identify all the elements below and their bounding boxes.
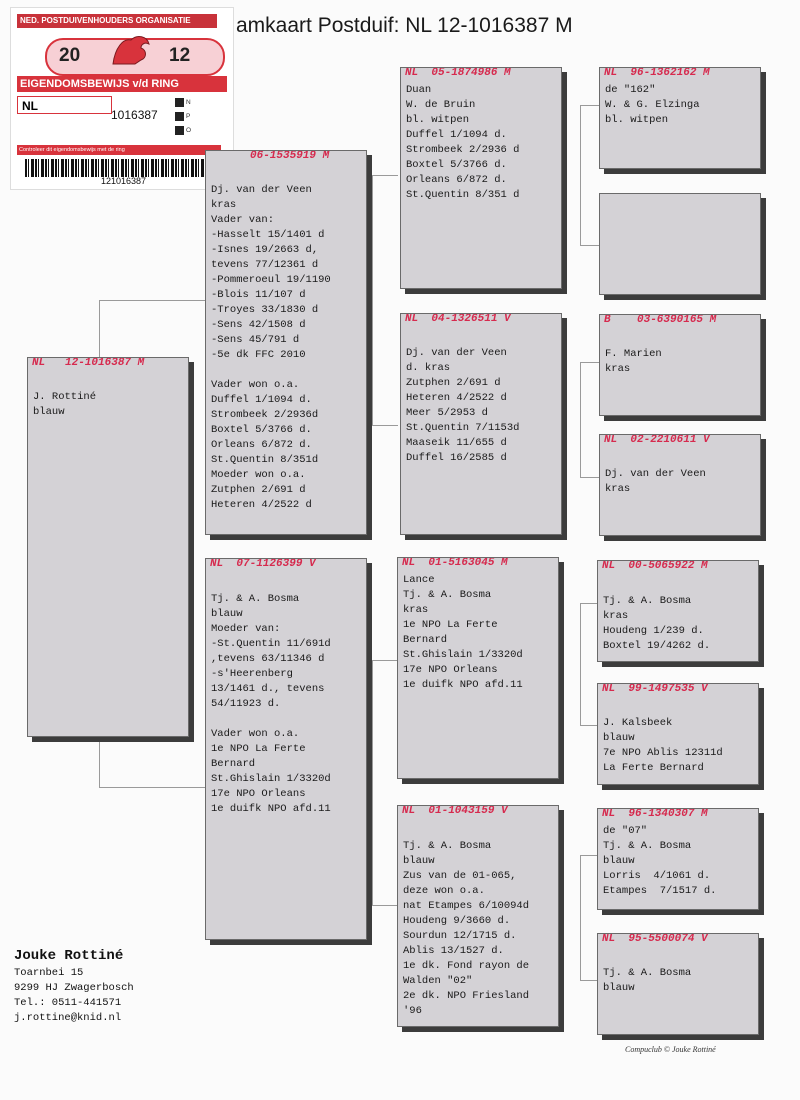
connector-line [580,105,599,106]
barcode [25,159,221,177]
connector-line [580,603,581,725]
pigeon-info: F. Marien kras [605,348,662,375]
connector-line [580,477,599,478]
footer-credit: Compuclub © Jouke Rottiné [625,1045,716,1054]
connector-line [580,362,581,477]
pigeon-box-mother-mother [397,805,559,1027]
card-band-label: EIGENDOMSBEWIJS v/d RING [17,76,227,92]
pigeon-box-subject [27,357,189,737]
card-option [175,126,191,136]
card-option-label: O [186,127,192,135]
ring-number: NL 96-1362162 M [604,67,710,79]
owner-street: Toarnbei 15 [14,967,84,979]
pigeon-info: Dj. van der Veen d. kras Zutphen 2/691 d Heteren 4/2522 d Meer 5/2953 d St.Quentin 7/1153d Maaseik 11/655 d Duffel 16/2585 d [406,347,520,464]
ring-number: NL 01-5163045 M [402,557,508,569]
connector-line [99,300,100,358]
owner-email[interactable]: j.rottine@knid.nl [14,1012,122,1024]
card-year-right: 12 [169,45,191,66]
card-org-label: NED. POSTDUIVENHOUDERS ORGANISATIE [17,14,217,28]
pigeon-box-father-father [400,67,562,289]
connector-line [580,245,599,246]
ring-number: NL 99-1497535 V [602,683,708,695]
pigeon-info: Tj. & A. Bosma blauw Moeder van: -St.Quentin 11/691d ,tevens 63/11346 d -s'Heerenberg 13/1461 d., tevens 54/11923 d. Vader won o.a. 1e NPO La Ferte Bernard St.Ghislain 1/3320d 17e NPO Orleans 1e duifk NPO afd.11 [211,593,331,815]
pigeon-box-mother [205,558,367,940]
ring-ownership-card [10,7,234,190]
ring-number: NL 02-2210611 V [604,434,710,446]
connector-line [372,425,398,426]
connector-line [580,362,599,363]
card-option [175,112,190,122]
ring-number: NL 07-1126399 V [210,558,316,570]
pigeon-info: Tj. & A. Bosma kras Houdeng 1/239 d. Boxtel 19/4262 d. [603,595,711,652]
owner-block [14,946,134,1026]
card-ring-number: 1016387 [111,108,158,122]
pigeon-info: Tj. & A. Bosma blauw [603,967,692,994]
owner-name: Jouke Rottiné [14,948,124,964]
pigeon-info: de "162" W. & G. Elzinga bl. witpen [605,84,700,126]
pigeon-info: Dj. van der Veen kras [605,468,706,495]
card-option-label: N [186,99,191,107]
ring-number: 06-1535919 M [250,150,330,162]
connector-line [580,855,581,980]
barcode-number: 121016387 [101,176,147,186]
owner-phone: Tel.: 0511-441571 [14,997,122,1009]
pigeon-box-mother-father [397,557,559,779]
pigeon-box-mmf [597,808,759,910]
pigeon-info: Lance Tj. & A. Bosma kras 1e NPO La Ferte Bernard St.Ghislain 1/3320d 17e NPO Orleans 1e duifk NPO afd.11 [403,574,523,691]
ring-number: NL 00-5065922 M [602,560,708,572]
ring-number: NL 04-1326511 V [405,313,511,325]
lion-emblem-icon [105,30,155,70]
card-footer-strip: Controleer dit eigendomsbewijs met de ring [17,145,221,155]
ring-number: NL 01-1043159 V [402,805,508,817]
ring-number: NL 96-1340307 M [602,808,708,820]
pigeon-box-father [205,150,367,535]
pigeon-info: Dj. van der Veen kras Vader van: -Hasselt 15/1401 d -Isnes 19/2663 d, tevens 77/12361 d -Pommeroeul 19/1190 -Blois 11/107 d -Troyes 33/1830 d -Sens 42/1508 d -Sens 45/791 d -5e dk FFC 2010 Vader won o.a. Duffel 1/1094 d. Strombeek 2/2936d Boxtel 5/3766 d. Orleans 6/872 d. St.Quentin 8/351d Moeder won o.a. Zutphen 2/691 d Heteren 4/2522 d [211,184,331,511]
pigeon-box-father-mother [400,313,562,535]
owner-city: 9299 HJ Zwagerbosch [14,982,134,994]
pigeon-info: J. Kalsbeek blauw 7e NPO Ablis 12311d La Ferte Bernard [603,717,723,774]
connector-line [372,660,398,661]
connector-line [99,787,205,788]
pigeon-box-mmm [597,933,759,1035]
pigeon-box-fmf [599,314,761,416]
pigeon-info: de "07" Tj. & A. Bosma blauw Lorris 4/1061 d. Etampes 7/1517 d. [603,825,717,897]
pigeon-box-fmm [599,434,761,536]
pigeon-box-ffm [599,193,761,295]
pigeon-info: Duan W. de Bruin bl. witpen Duffel 1/1094 d. Strombeek 2/2936 d Boxtel 5/3766 d. Orleans 6/872 d. St.Quentin 8/351 d [406,84,520,201]
connector-line [372,175,373,425]
card-year-left: 20 [59,45,81,66]
ring-number: NL 05-1874986 M [405,67,511,79]
card-option [175,98,191,108]
connector-line [580,105,581,245]
pigeon-info: Tj. & A. Bosma blauw Zus van de 01-065, deze won o.a. nat Etampes 6/10094d Houdeng 9/3660 d. Sourdun 12/1715 d. Ablis 13/1527 d. 1e dk. Fond rayon de Walden "02" 2e dk. NPO Friesland '96 [403,840,530,1017]
ring-number: NL 12-1016387 M [32,357,145,369]
connector-line [372,905,398,906]
connector-line [99,735,100,787]
pigeon-box-mff [597,560,759,662]
card-option-label: P [186,113,191,121]
pigeon-box-fff [599,67,761,169]
ring-number: NL 95-5500074 V [602,933,708,945]
connector-line [99,300,205,301]
connector-line [372,175,398,176]
page-title: amkaart Postduif: NL 12-1016387 M [236,14,573,37]
ring-number: B 03-6390165 M [604,314,717,326]
connector-line [372,660,373,905]
pigeon-info: J. Rottiné blauw [33,391,97,418]
pigeon-box-mfm [597,683,759,785]
card-country: NL [17,96,112,114]
